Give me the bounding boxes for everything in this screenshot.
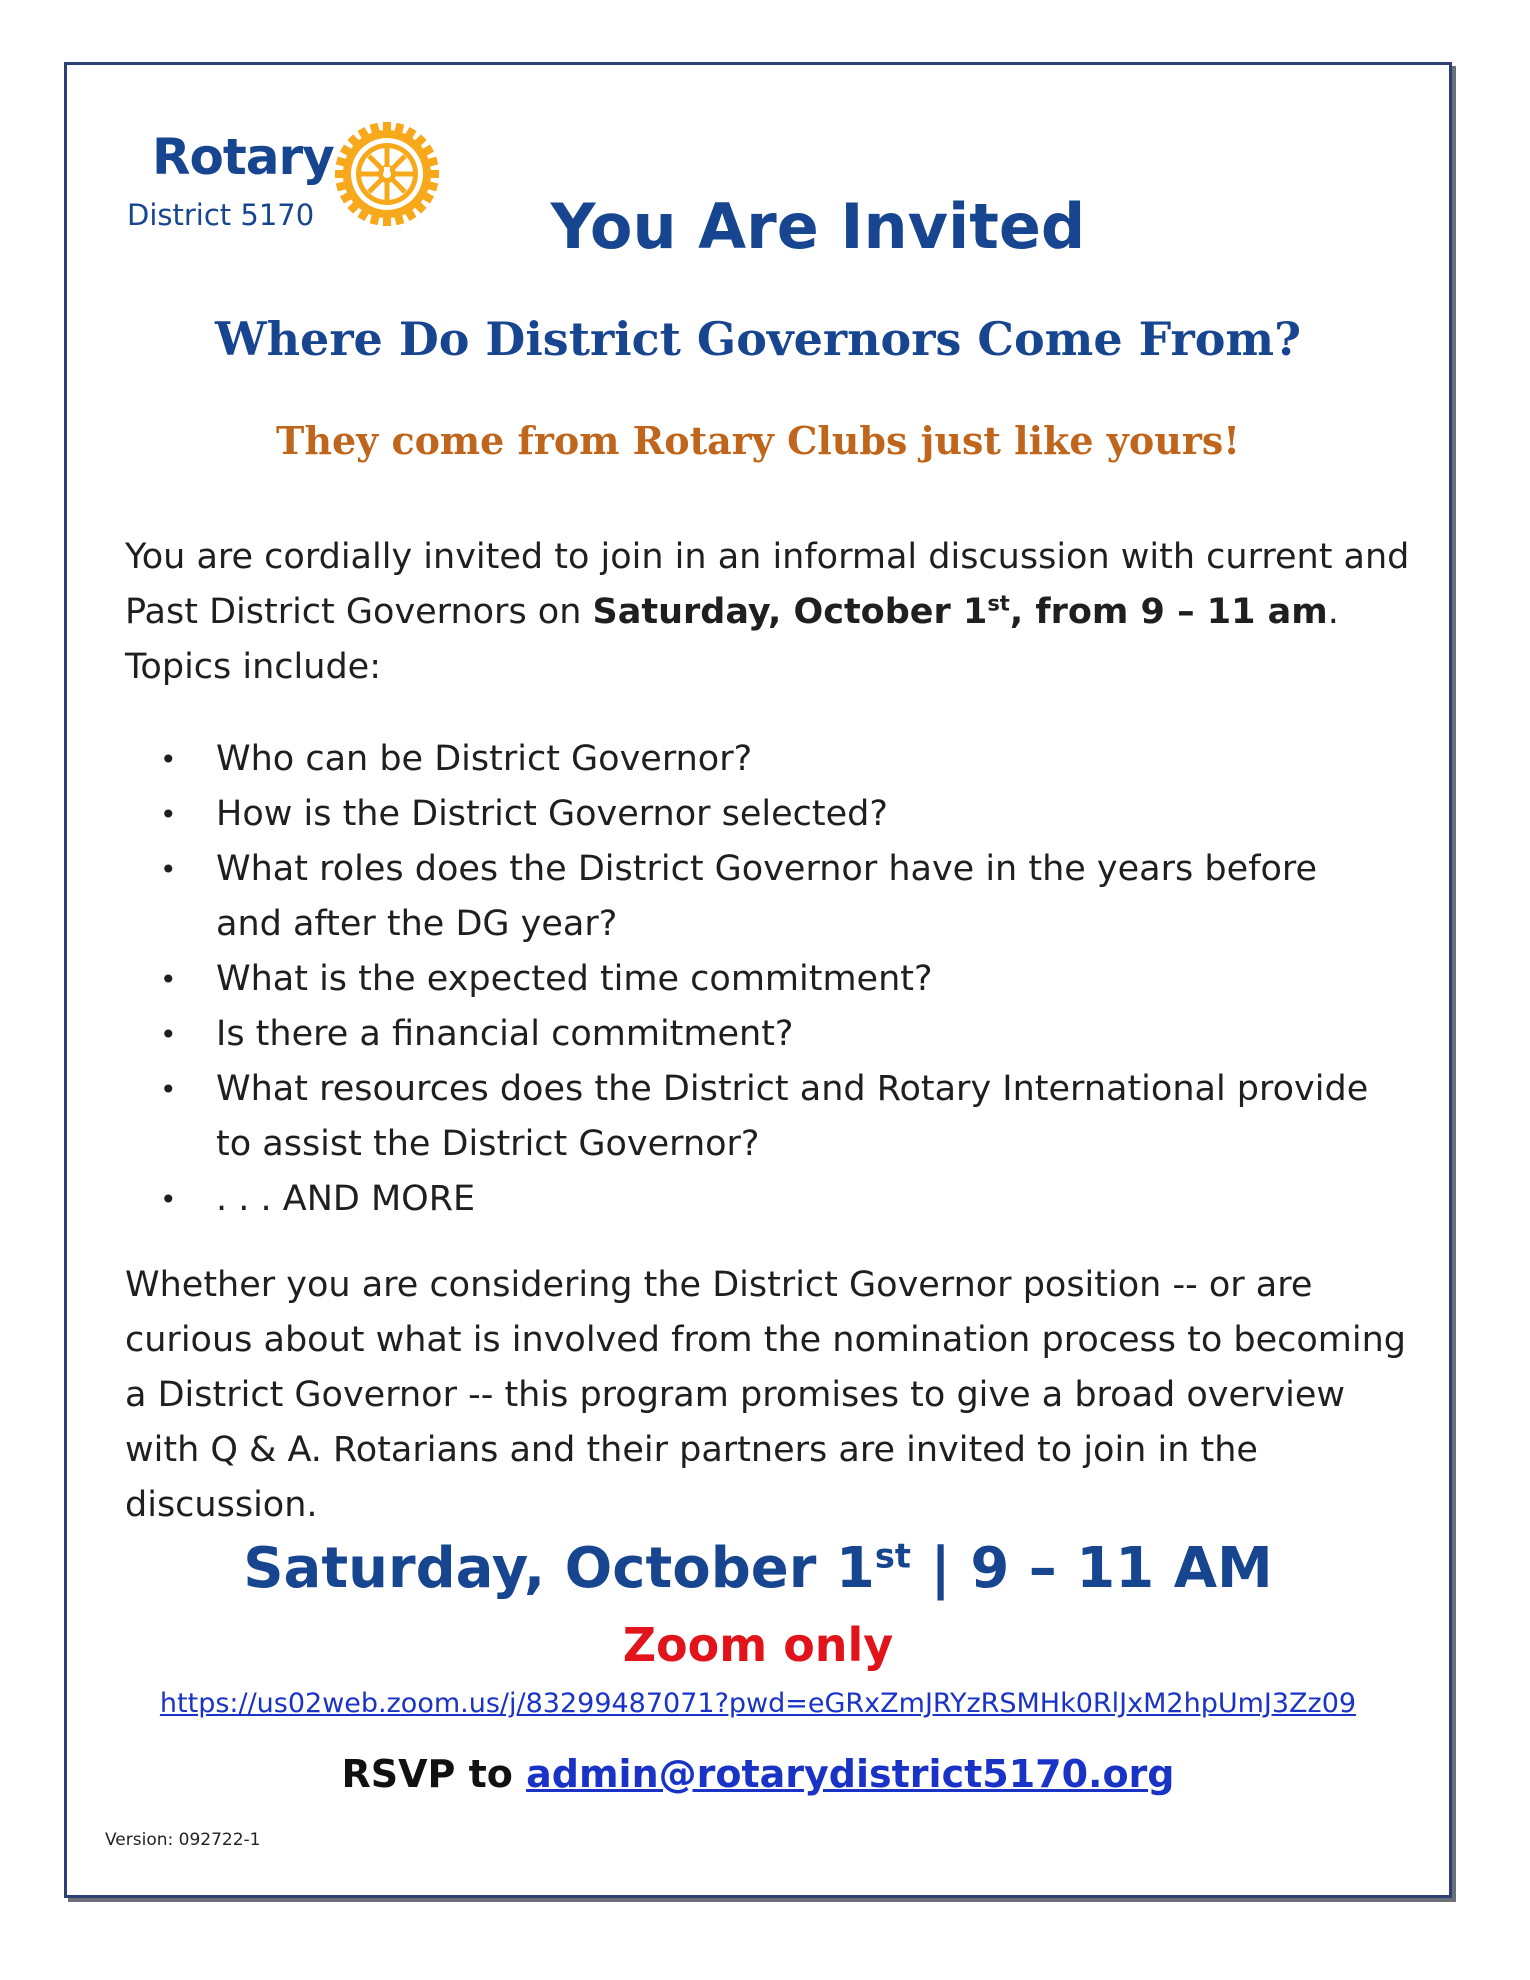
event-date: Saturday, October 1st | 9 – 11 AM <box>243 1536 1273 1601</box>
list-item: • . . . AND MORE <box>160 1179 476 1219</box>
list-item: • Is there a financial commitment? <box>160 1014 794 1054</box>
intro-text-before: You are cordially invited to join in an informal discussion with current and Past District Governors on <box>125 537 1410 632</box>
logo-district: District 5170 <box>127 198 315 232</box>
rsvp-email-link[interactable]: admin@rotarydistrict5170.org <box>526 1752 1175 1796</box>
closing-paragraph: Whether you are considering the District Governor position -- or are curious about what is involved from the nomination process to becoming a District Governor -- this program promises to give a broad overview with Q & A. Rotarians and their partners are invited to join in the discussion. <box>125 1265 1407 1525</box>
rsvp-line <box>64 1752 1452 1796</box>
rsvp-label: RSVP to <box>341 1752 527 1796</box>
list-item: • What roles does the District Governor have in the years before and after the DG year? <box>160 849 1318 944</box>
list-item: • Who can be District Governor? <box>160 739 753 779</box>
page-title: You Are Invited <box>550 190 1086 263</box>
topics-list <box>160 732 1390 1227</box>
logo-brand: Rotary <box>152 128 334 186</box>
list-item: • What is the expected time commitment? <box>160 959 933 999</box>
tagline: They come from Rotary Clubs just like yours! <box>276 418 1240 463</box>
page-subtitle: Where Do District Governors Come From? <box>214 312 1302 366</box>
intro-date: Saturday, October 1st, from 9 – 11 am <box>592 591 1328 632</box>
version-label: Version: 092722-1 <box>105 1830 261 1850</box>
event-format: Zoom only <box>622 1618 894 1672</box>
intro-text-after: . Topics include: <box>125 592 1339 687</box>
zoom-link[interactable]: https://us02web.zoom.us/j/83299487071?pwd=eGRxZmJRYzRSMHk0RlJxM2hpUmJ3Zz09 <box>159 1688 1357 1719</box>
list-item: • What resources does the District and Rotary International provide to assist the District Governor? <box>160 1069 1369 1164</box>
list-item: • How is the District Governor selected? <box>160 794 888 834</box>
intro-paragraph <box>125 530 1425 695</box>
